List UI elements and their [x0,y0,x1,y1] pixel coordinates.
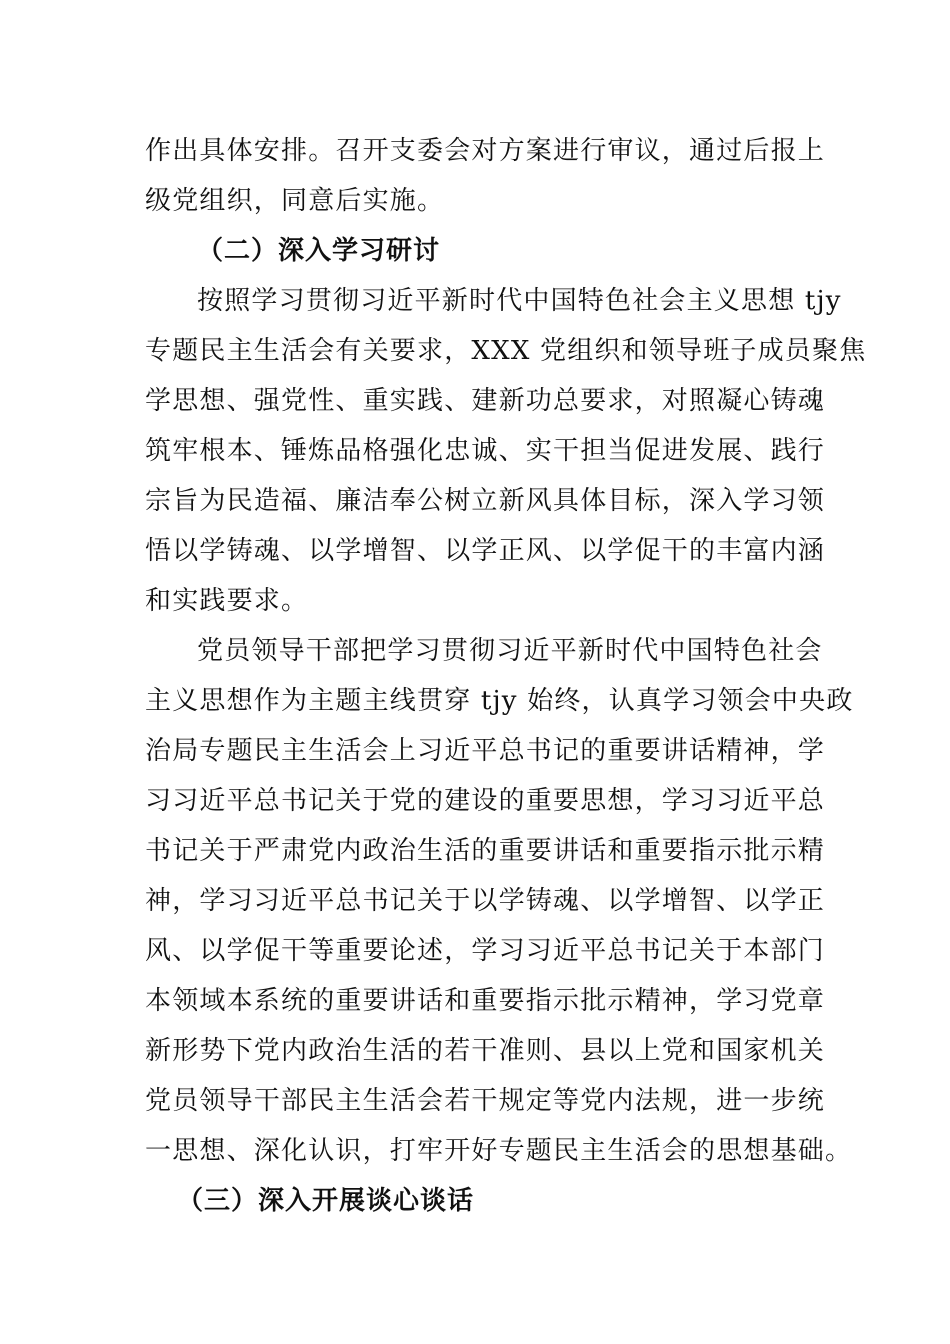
paragraph-2-line-1: 按照学习贯彻习近平新时代中国特色社会主义思想 tjy [197,286,842,316]
paragraph-2-line-7: 和实践要求。 [145,586,309,616]
paragraph-2-line-3: 学思想、强党性、重实践、建新功总要求，对照凝心铸魂 [145,386,826,416]
paragraph-2-line-4: 筑牢根本、锤炼品格强化忠诚、实干担当促进发展、践行 [145,436,826,466]
paragraph-3-line-5: 书记关于严肃党内政治生活的重要讲话和重要指示批示精 [145,836,826,866]
paragraph-3-line-8: 本领域本系统的重要讲话和重要指示批示精神，学习党章 [145,986,826,1016]
paragraph-3-line-11: 一思想、深化认识，打牢开好专题民主生活会的思想基础。 [145,1136,853,1166]
paragraph-3-line-1: 党员领导干部把学习贯彻习近平新时代中国特色社会 [197,636,823,666]
paragraph-1-line-1: 作出具体安排。召开支委会对方案进行审议，通过后报上 [145,136,826,166]
section-heading-3: （三）深入开展谈心谈话 [177,1186,475,1216]
paragraph-2-line-6: 悟以学铸魂、以学增智、以学正风、以学促干的丰富内涵 [145,536,826,566]
paragraph-3-line-7: 风、以学促干等重要论述，学习习近平总书记关于本部门 [145,936,826,966]
paragraph-3-line-9: 新形势下党内政治生活的若干准则、县以上党和国家机关 [145,1036,826,1066]
paragraph-2-line-5: 宗旨为民造福、廉洁奉公树立新风具体目标，深入学习领 [145,486,826,516]
paragraph-1-line-2: 级党组织，同意后实施。 [145,186,445,216]
paragraph-2-line-2: 专题民主生活会有关要求，XXX 党组织和领导班子成员聚焦 [145,336,867,366]
paragraph-3-line-6: 神，学习习近平总书记关于以学铸魂、以学增智、以学正 [145,886,826,916]
paragraph-3-line-4: 习习近平总书记关于党的建设的重要思想，学习习近平总 [145,786,826,816]
paragraph-3-line-10: 党员领导干部民主生活会若干规定等党内法规，进一步统 [145,1086,826,1116]
paragraph-3-line-2: 主义思想作为主题主线贯穿 tjy 始终，认真学习领会中央政 [145,686,854,716]
paragraph-3-line-3: 治局专题民主生活会上习近平总书记的重要讲话精神，学 [145,736,826,766]
section-heading-2: （二）深入学习研讨 [197,236,441,266]
